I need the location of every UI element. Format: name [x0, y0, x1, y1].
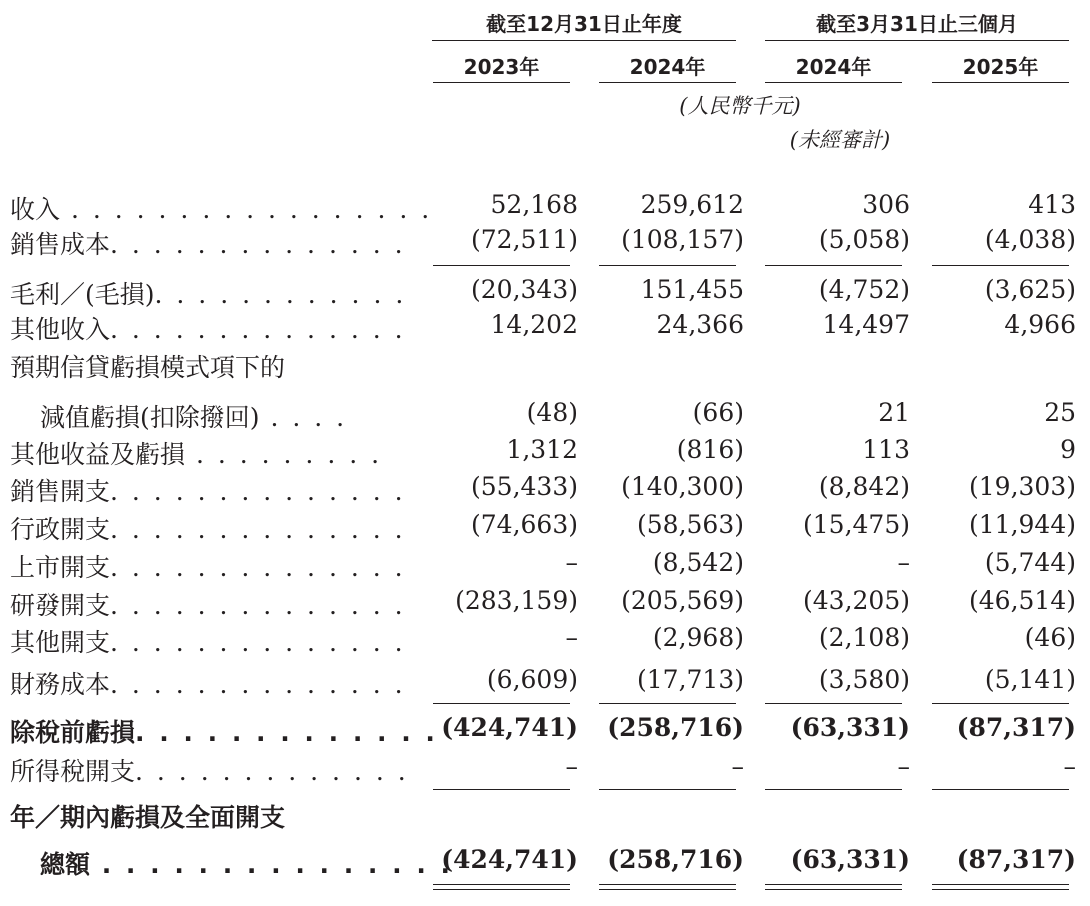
row-label-other-income: 其他收入. . . . . . . . . . . . . .: [10, 315, 406, 344]
row-label-total: 總額 . . . . . . . . . . . . . . .: [40, 850, 454, 879]
cell-finance-2024: (17,713): [637, 665, 744, 694]
cell-other-income-2023: 14,202: [490, 310, 578, 339]
rule-subtotal: [932, 265, 1069, 266]
cell-other-income-q2025: 4,966: [1004, 310, 1076, 339]
rule-total-double: [433, 889, 570, 890]
row-label-gross-profit: 毛利／(毛損). . . . . . . . . . . .: [10, 280, 407, 309]
row-label-other-gains: 其他收益及虧損 . . . . . . . . .: [10, 440, 383, 469]
rule-total-double: [765, 889, 902, 890]
row-label-cost-of-sales: 銷售成本. . . . . . . . . . . . . .: [10, 230, 406, 259]
cell-other-gains-2024: (816): [676, 435, 744, 464]
cell-listing-q2024: –: [897, 548, 910, 577]
row-label-finance-costs: 財務成本. . . . . . . . . . . . . .: [10, 670, 406, 699]
cell-tax-q2024: –: [897, 752, 910, 781]
row-label-ecl-heading: 預期信貸虧損模式項下的: [10, 353, 286, 382]
cell-cost-q2024: (5,058): [818, 225, 910, 254]
cell-tax-2023: –: [565, 752, 578, 781]
row-label-loss-before-tax: 除稅前虧損. . . . . . . . . . . . .: [10, 718, 438, 747]
year-header-2: 2024年: [629, 55, 706, 79]
group-rule-quarter: [765, 40, 1069, 41]
row-label-revenue: 收入 . . . . . . . . . . . . . . . . .: [10, 195, 433, 224]
year-header-1: 2023年: [463, 55, 540, 79]
year-header-4: 2025年: [962, 55, 1039, 79]
cell-selling-2024: (140,300): [621, 472, 744, 501]
rule-total-double: [932, 889, 1069, 890]
row-label-impairment: 減值虧損(扣除撥回) . . . .: [40, 403, 348, 432]
cell-tax-q2025: –: [1063, 752, 1076, 781]
row-label-total-heading: 年／期內虧損及全面開支: [10, 803, 286, 832]
cell-impairment-2024: (66): [692, 398, 744, 427]
cell-admin-q2025: (11,944): [969, 510, 1076, 539]
cell-rnd-q2025: (46,514): [969, 586, 1076, 615]
cell-rnd-2024: (205,569): [621, 586, 744, 615]
cell-lbt-q2025: (87,317): [956, 713, 1076, 742]
unaudited-note: (未經審計): [789, 128, 891, 152]
cell-total-2023: (424,741): [441, 845, 578, 874]
cell-listing-q2025: (5,744): [984, 548, 1076, 577]
cell-lbt-2023: (424,741): [441, 713, 578, 742]
cell-total-q2024: (63,331): [790, 845, 910, 874]
cell-cost-q2025: (4,038): [984, 225, 1076, 254]
cell-cost-2023: (72,511): [471, 225, 578, 254]
rule-subtotal: [433, 789, 570, 790]
cell-admin-2024: (58,563): [637, 510, 744, 539]
cell-other-exp-2023: –: [565, 623, 578, 652]
year-header-3: 2024年: [795, 55, 872, 79]
rule-total-double: [932, 884, 1069, 885]
cell-total-q2025: (87,317): [956, 845, 1076, 874]
cell-lbt-q2024: (63,331): [790, 713, 910, 742]
rule-subtotal: [599, 703, 736, 704]
rule-total-double: [599, 889, 736, 890]
cell-rnd-2023: (283,159): [455, 586, 578, 615]
year-rule-1: [433, 82, 570, 83]
rule-subtotal: [599, 265, 736, 266]
cell-finance-2023: (6,609): [486, 665, 578, 694]
row-label-rnd-expenses: 研發開支. . . . . . . . . . . . . .: [10, 591, 406, 620]
rule-subtotal: [599, 789, 736, 790]
row-label-admin-expenses: 行政開支. . . . . . . . . . . . . .: [10, 515, 406, 544]
group-header-annual: 截至12月31日止年度: [486, 12, 682, 36]
unit-note: (人民幣千元): [679, 94, 801, 118]
cell-lbt-2024: (258,716): [607, 713, 744, 742]
row-label-listing-expenses: 上市開支. . . . . . . . . . . . . .: [10, 553, 406, 582]
year-rule-3: [765, 82, 902, 83]
cell-gross-q2025: (3,625): [984, 275, 1076, 304]
cell-gross-2023: (20,343): [471, 275, 578, 304]
cell-revenue-2024: 259,612: [640, 190, 744, 219]
row-label-selling-expenses: 銷售開支. . . . . . . . . . . . . .: [10, 477, 406, 506]
cell-other-gains-q2024: 113: [862, 435, 910, 464]
year-rule-4: [932, 82, 1069, 83]
cell-impairment-q2024: 21: [878, 398, 910, 427]
year-rule-2: [599, 82, 736, 83]
row-label-income-tax: 所得稅開支. . . . . . . . . . . . .: [10, 757, 409, 786]
rule-total-double: [599, 884, 736, 885]
cell-total-2024: (258,716): [607, 845, 744, 874]
group-header-quarter: 截至3月31日止三個月: [816, 12, 1018, 36]
group-rule-annual: [432, 40, 736, 41]
cell-other-gains-2023: 1,312: [506, 435, 578, 464]
cell-other-income-q2024: 14,497: [822, 310, 910, 339]
cell-other-exp-q2024: (2,108): [818, 623, 910, 652]
cell-finance-q2025: (5,141): [984, 665, 1076, 694]
rule-subtotal: [765, 265, 902, 266]
cell-revenue-q2024: 306: [862, 190, 910, 219]
cell-other-income-2024: 24,366: [656, 310, 744, 339]
cell-rnd-q2024: (43,205): [803, 586, 910, 615]
cell-other-gains-q2025: 9: [1060, 435, 1076, 464]
cell-revenue-2023: 52,168: [490, 190, 578, 219]
cell-selling-q2025: (19,303): [969, 472, 1076, 501]
rule-subtotal: [765, 703, 902, 704]
cell-tax-2024: –: [731, 752, 744, 781]
cell-admin-2023: (74,663): [471, 510, 578, 539]
cell-admin-q2024: (15,475): [803, 510, 910, 539]
cell-listing-2023: –: [565, 548, 578, 577]
rule-subtotal: [932, 789, 1069, 790]
cell-selling-2023: (55,433): [471, 472, 578, 501]
rule-subtotal: [765, 789, 902, 790]
cell-gross-2024: 151,455: [640, 275, 744, 304]
cell-other-exp-2024: (2,968): [652, 623, 744, 652]
cell-gross-q2024: (4,752): [818, 275, 910, 304]
cell-other-exp-q2025: (46): [1024, 623, 1076, 652]
row-label-other-expenses: 其他開支. . . . . . . . . . . . . .: [10, 628, 406, 657]
cell-listing-2024: (8,542): [652, 548, 744, 577]
rule-subtotal: [932, 703, 1069, 704]
cell-selling-q2024: (8,842): [818, 472, 910, 501]
rule-subtotal: [433, 265, 570, 266]
cell-revenue-q2025: 413: [1028, 190, 1076, 219]
cell-finance-q2024: (3,580): [818, 665, 910, 694]
rule-total-double: [765, 884, 902, 885]
cell-impairment-2023: (48): [526, 398, 578, 427]
rule-total-double: [433, 884, 570, 885]
rule-subtotal: [433, 703, 570, 704]
cell-impairment-q2025: 25: [1044, 398, 1076, 427]
cell-cost-2024: (108,157): [621, 225, 744, 254]
